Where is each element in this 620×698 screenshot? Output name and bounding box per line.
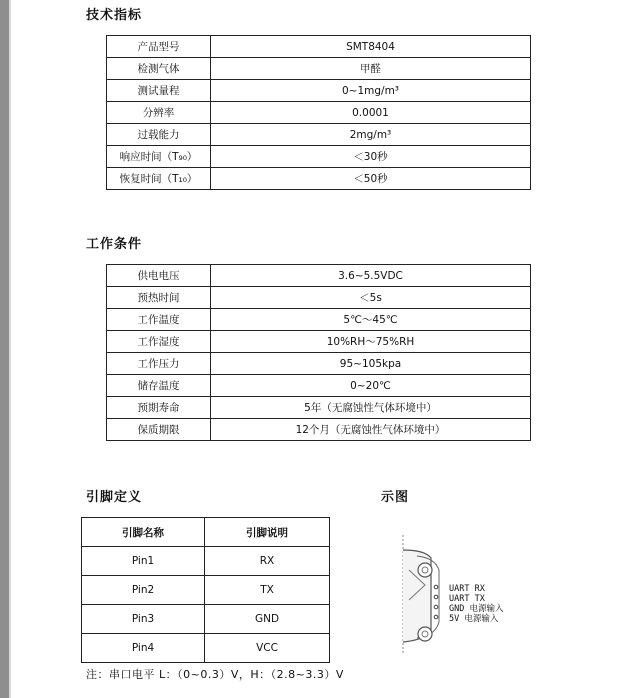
tech-spec-row (107, 58, 531, 80)
work-condition-row-value: 5年（无腐蚀性气体环境中） (211, 397, 531, 419)
tech-spec-row (107, 124, 531, 146)
tech-spec-row-value: ＜30秒 (211, 146, 531, 168)
work-condition-row-value: 10%RH～75%RH (211, 331, 531, 353)
work-condition-row (107, 331, 531, 353)
work-condition-row (107, 309, 531, 331)
pin-name-cell: Pin4 (82, 634, 205, 663)
pin-desc-cell: RX (205, 547, 330, 576)
work-condition-row (107, 419, 531, 441)
tech-spec-table (106, 35, 531, 190)
work-section-title: 工作条件 (86, 237, 143, 252)
work-condition-row-value: 12个月（无腐蚀性气体环境中） (211, 419, 531, 441)
tech-spec-row-value: 甲醛 (211, 58, 531, 80)
pin-dot (434, 605, 438, 609)
work-condition-row (107, 397, 531, 419)
tech-spec-row-label: 测试量程 (107, 80, 211, 102)
pin-name-cell: Pin2 (82, 576, 205, 605)
tech-spec-row-value: SMT8404 (211, 36, 531, 58)
work-condition-row (107, 287, 531, 309)
tech-spec-row (107, 146, 531, 168)
pin-row (82, 547, 330, 576)
pin-definition-table (81, 517, 330, 663)
work-condition-row-label: 预期寿命 (107, 397, 211, 419)
tech-section-title: 技术指标 (86, 8, 143, 23)
pin-row (82, 576, 330, 605)
tech-spec-row-value: ＜50秒 (211, 168, 531, 190)
pin-label-tx: UART TX (449, 594, 485, 604)
tech-spec-row (107, 102, 531, 124)
work-condition-row-label: 工作压力 (107, 353, 211, 375)
page-edge-shadow (9, 0, 11, 698)
pin-dot (434, 585, 438, 589)
tech-spec-row-value: 0~1mg/m³ (211, 80, 531, 102)
work-condition-row-value: ＜5s (211, 287, 531, 309)
work-condition-row (107, 353, 531, 375)
tech-spec-row-value: 0.0001 (211, 102, 531, 124)
tech-spec-row (107, 168, 531, 190)
sensor-pin-diagram (395, 530, 515, 660)
pin-dot (434, 595, 438, 599)
page-edge (0, 0, 9, 698)
pin-desc-cell: TX (205, 576, 330, 605)
work-conditions-table (106, 264, 531, 441)
pin-desc-cell: GND (205, 605, 330, 634)
work-condition-row-label: 保质期限 (107, 419, 211, 441)
pin-table-header-row (82, 518, 330, 547)
work-condition-row-label: 储存温度 (107, 375, 211, 397)
pin-dot (434, 615, 438, 619)
work-condition-row (107, 265, 531, 287)
tech-spec-row-label: 响应时间（T₉₀） (107, 146, 211, 168)
tech-spec-row-label: 产品型号 (107, 36, 211, 58)
pin-section-title: 引脚定义 (86, 490, 143, 505)
pin-row (82, 634, 330, 663)
diagram-section-title: 示图 (381, 490, 410, 505)
tech-spec-row-label: 检测气体 (107, 58, 211, 80)
pin-label-rx: UART RX (449, 584, 485, 594)
work-condition-row-value: 95~105kpa (211, 353, 531, 375)
tech-spec-row-label: 过载能力 (107, 124, 211, 146)
work-condition-row-label: 预热时间 (107, 287, 211, 309)
tech-spec-row (107, 36, 531, 58)
pin-name-header: 引脚名称 (82, 518, 205, 547)
work-condition-row-value: 3.6~5.5VDC (211, 265, 531, 287)
tech-spec-row (107, 80, 531, 102)
tech-spec-row-label: 分辨率 (107, 102, 211, 124)
pin-label-gnd: GND 电源输入 (449, 604, 504, 614)
work-condition-row-label: 工作温度 (107, 309, 211, 331)
work-condition-row-value: 0~20℃ (211, 375, 531, 397)
pin-desc-header: 引脚说明 (205, 518, 330, 547)
work-condition-row-label: 工作湿度 (107, 331, 211, 353)
pin-label-5v: 5V 电源输入 (449, 614, 499, 624)
pin-name-cell: Pin1 (82, 547, 205, 576)
work-condition-row (107, 375, 531, 397)
pin-name-cell: Pin3 (82, 605, 205, 634)
work-condition-row-value: 5℃～45℃ (211, 309, 531, 331)
serial-level-note: 注：串口电平 L：（0~0.3）V，H：（2.8~3.3）V (86, 668, 344, 681)
pin-desc-cell: VCC (205, 634, 330, 663)
tech-spec-row-value: 2mg/m³ (211, 124, 531, 146)
work-condition-row-label: 供电电压 (107, 265, 211, 287)
tech-spec-row-label: 恢复时间（T₁₀） (107, 168, 211, 190)
pin-row (82, 605, 330, 634)
